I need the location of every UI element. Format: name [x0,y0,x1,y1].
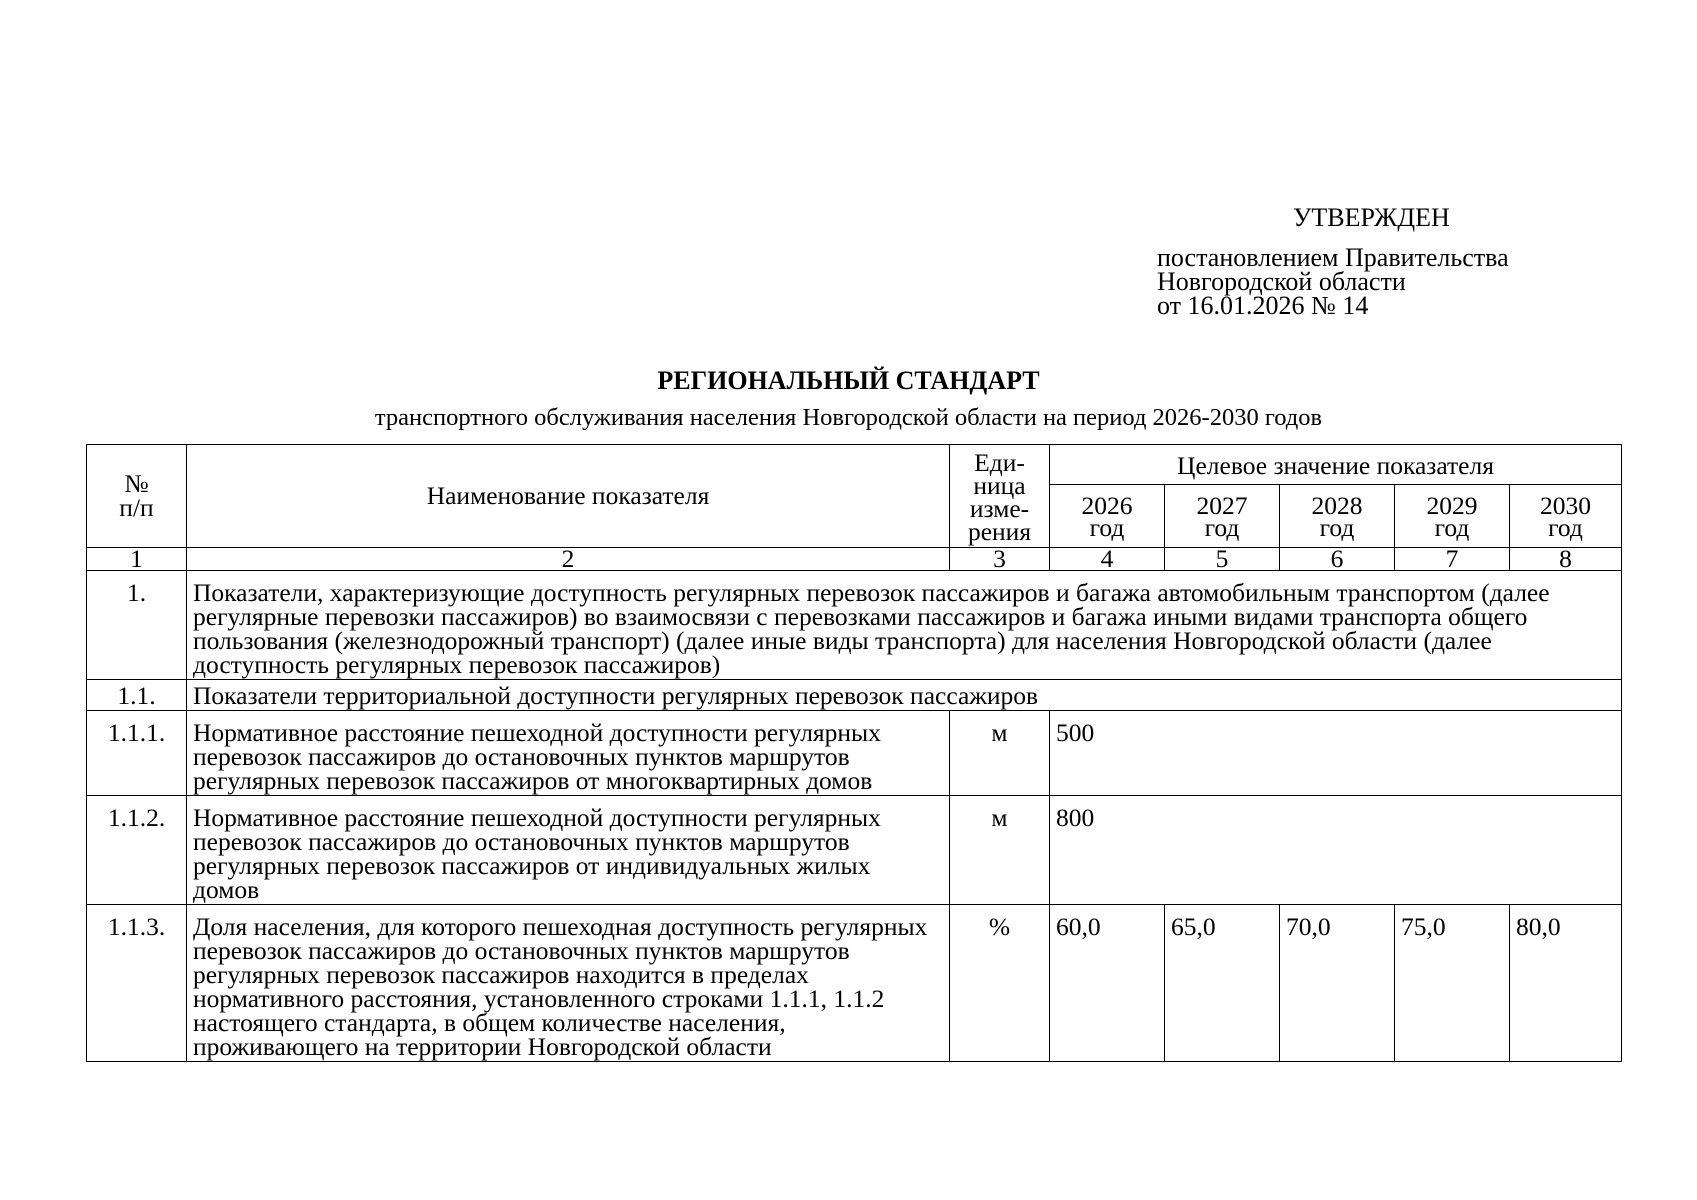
header-year-2028 [1280,485,1395,548]
row-unit: м [950,796,1050,905]
row-name: Нормативное расстояние пешеходной доступности регулярных перевозок пассажиров до остановочных пунктов маршрутов регулярных перевозок пассажиров от многоквартирных домов [187,711,950,796]
header-year-2029 [1395,485,1510,548]
row-value-2027: 65,0 [1165,905,1280,1062]
year-value: 2027 [1196,491,1248,521]
year-word: год [1319,513,1355,543]
document-title: РЕГИОНАЛЬНЫЙ СТАНДАРТ [657,366,1040,395]
header-num [87,445,187,548]
approval-block [1157,203,1637,320]
header-unit-line-4: рения [967,517,1032,546]
year-word: год [1548,513,1583,543]
header-year-2027 [1165,485,1280,548]
year-word: год [1434,513,1470,543]
header-name: Наименование показателя [187,445,950,548]
row-name: Показатели территориальной доступности регулярных перевозок пассажиров [187,680,1622,711]
year-value: 2030 [1540,491,1592,521]
row-value: 500 [1050,711,1622,796]
table-row-1-1-1 [87,711,1622,796]
row-value-2026: 60,0 [1050,905,1165,1062]
row-name: Нормативное расстояние пешеходной доступности регулярных перевозок пассажиров до остановочных пунктов маршрутов регулярных перевозок пассажиров от индивидуальных жилых домов [187,796,950,905]
year-word: год [1089,513,1125,543]
row-number: 1.1.3. [87,905,187,1062]
year-word: год [1204,513,1240,543]
approval-line-1: постановлением Правительства [1157,243,1509,272]
header-row-1 [87,445,1622,485]
column-index: 5 [1165,548,1280,571]
column-index-row [87,548,1622,571]
approval-line-2: Новгородской области [1157,267,1406,296]
header-year-2026 [1050,485,1165,548]
column-index: 6 [1280,548,1395,571]
row-unit: % [950,905,1050,1062]
year-value: 2026 [1081,491,1133,521]
year-value: 2028 [1311,491,1363,521]
row-value-2028: 70,0 [1280,905,1395,1062]
column-index: 8 [1510,548,1622,571]
header-unit [950,445,1050,548]
row-value: 800 [1050,796,1622,905]
header-unit-line-1: Еди- [974,448,1025,477]
column-index: 2 [187,548,950,571]
column-index: 7 [1395,548,1510,571]
header-year-2030 [1510,485,1622,548]
row-number: 1. [87,571,187,680]
row-value-2030: 80,0 [1510,905,1622,1062]
table-row-1-1 [87,680,1622,711]
column-index: 4 [1050,548,1165,571]
row-name: Показатели, характеризующие доступность регулярных перевозок пассажиров и багажа автомобильным транспортом (далее регулярные перевозки пассажиров) во взаимосвязи с перевозками пассажиров и багажа иными видами транспорта общего пользования (железнодорожный транспорт) (далее иные виды транспорта) для населения Новгородской области (далее доступность регулярных перевозок пассажиров) [187,571,1622,680]
document-subtitle: транспортного обслуживания населения Новгородской области на период 2026-2030 годов [374,404,1323,431]
row-number: 1.1. [87,680,187,711]
header-target: Целевое значение показателя [1050,445,1622,485]
header-unit-line-2: ница [973,471,1026,500]
standard-table [86,444,1622,1062]
year-value: 2029 [1426,491,1478,521]
header-unit-line-3: изме- [969,494,1030,523]
row-value-2029: 75,0 [1395,905,1510,1062]
table-row-1 [87,571,1622,680]
row-number: 1.1.1. [87,711,187,796]
table-row-1-1-2 [87,796,1622,905]
table-row-1-1-3 [87,905,1622,1062]
approval-title: УТВЕРЖДЕН [1293,203,1450,232]
row-unit: м [950,711,1050,796]
header-num-line-2: п/п [119,493,154,522]
row-number: 1.1.2. [87,796,187,905]
row-name: Доля населения, для которого пешеходная доступность регулярных перевозок пассажиров до остановочных пунктов маршрутов регулярных перевозок пассажиров находится в пределах нормативного расстояния, установленного строками 1.1.1, 1.1.2 настоящего стандарта, в общем количестве населения, проживающего на территории Новгородской области [187,905,950,1062]
header-num-line-1: № [124,469,149,498]
column-index: 1 [87,548,187,571]
approval-line-3: от 16.01.2026 № 14 [1157,291,1369,320]
column-index: 3 [950,548,1050,571]
